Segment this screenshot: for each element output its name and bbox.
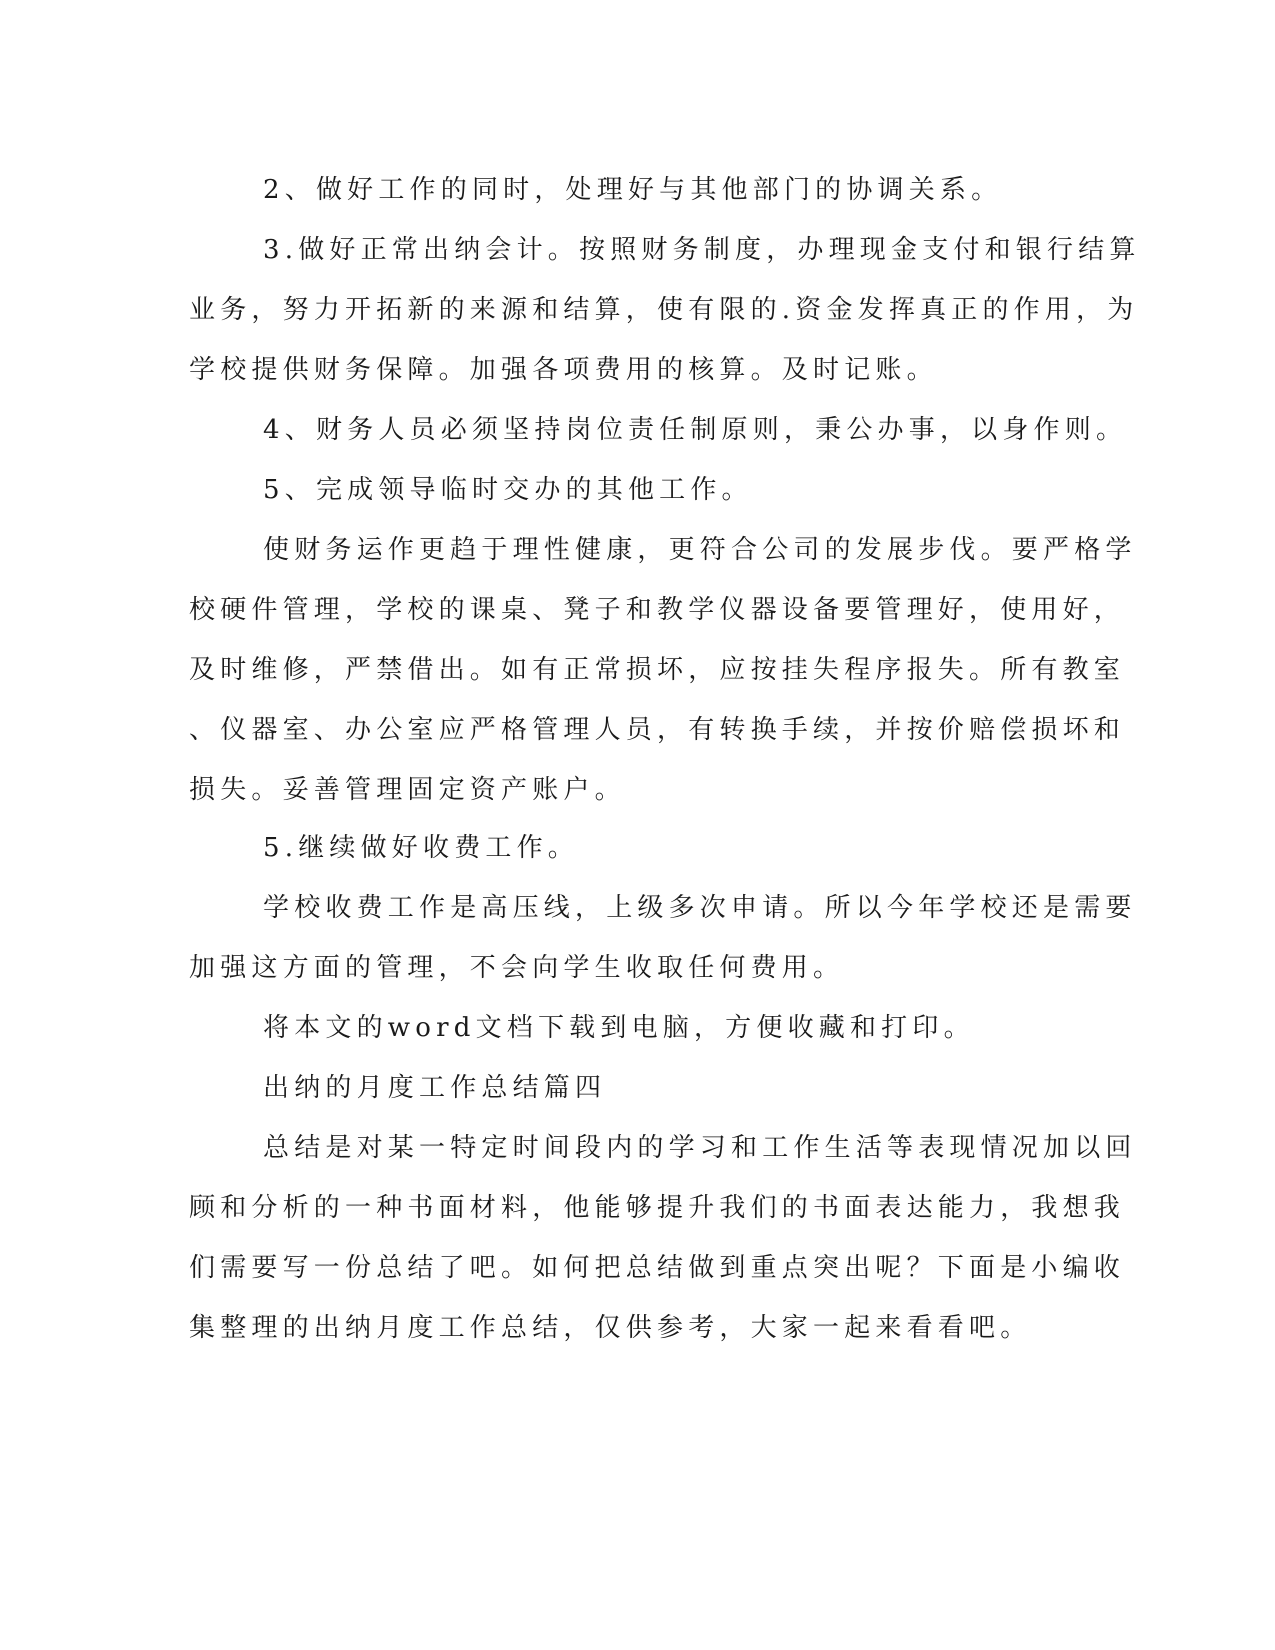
text-line: 2、做好工作的同时，处理好与其他部门的协调关系。 bbox=[263, 175, 1003, 205]
text-line: 及时维修，严禁借出。如有正常损坏，应按挂失程序报失。所有教室 bbox=[189, 655, 1126, 685]
text-line: 顾和分析的一种书面材料，他能够提升我们的书面表达能力，我想我 bbox=[189, 1193, 1126, 1223]
text-line: 3.做好正常出纳会计。按照财务制度，办理现金支付和银行结算 bbox=[263, 235, 1141, 265]
text-line: 损失。妥善管理固定资产账户。 bbox=[189, 775, 626, 805]
text-line: 5、完成领导临时交办的其他工作。 bbox=[263, 475, 753, 505]
section-heading: 出纳的月度工作总结篇四 bbox=[263, 1073, 607, 1103]
text-line: 、仪器室、办公室应严格管理人员，有转换手续，并按价赔偿损坏和 bbox=[189, 715, 1126, 745]
text-line: 5.继续做好收费工作。 bbox=[263, 833, 580, 863]
text-line: 学校提供财务保障。加强各项费用的核算。及时记账。 bbox=[189, 355, 938, 385]
text-line: 将本文的word文档下载到电脑，方便收藏和打印。 bbox=[263, 1013, 975, 1043]
text-line: 学校收费工作是高压线，上级多次申请。所以今年学校还是需要 bbox=[263, 893, 1137, 923]
text-line: 加强这方面的管理，不会向学生收取任何费用。 bbox=[189, 953, 845, 983]
text-line: 集整理的出纳月度工作总结，仅供参考，大家一起来看看吧。 bbox=[189, 1313, 1032, 1343]
text-line: 4、财务人员必须坚持岗位责任制原则，秉公办事，以身作则。 bbox=[263, 415, 1128, 445]
text-line: 总结是对某一特定时间段内的学习和工作生活等表现情况加以回 bbox=[263, 1133, 1137, 1163]
text-line: 校硬件管理，学校的课桌、凳子和教学仪器设备要管理好，使用好， bbox=[189, 595, 1126, 625]
text-line: 使财务运作更趋于理性健康，更符合公司的发展步伐。要严格学 bbox=[263, 535, 1137, 565]
text-line: 们需要写一份总结了吧。如何把总结做到重点突出呢？下面是小编收 bbox=[189, 1253, 1126, 1283]
text-line: 业务，努力开拓新的来源和结算，使有限的.资金发挥真正的作用，为 bbox=[189, 295, 1139, 325]
